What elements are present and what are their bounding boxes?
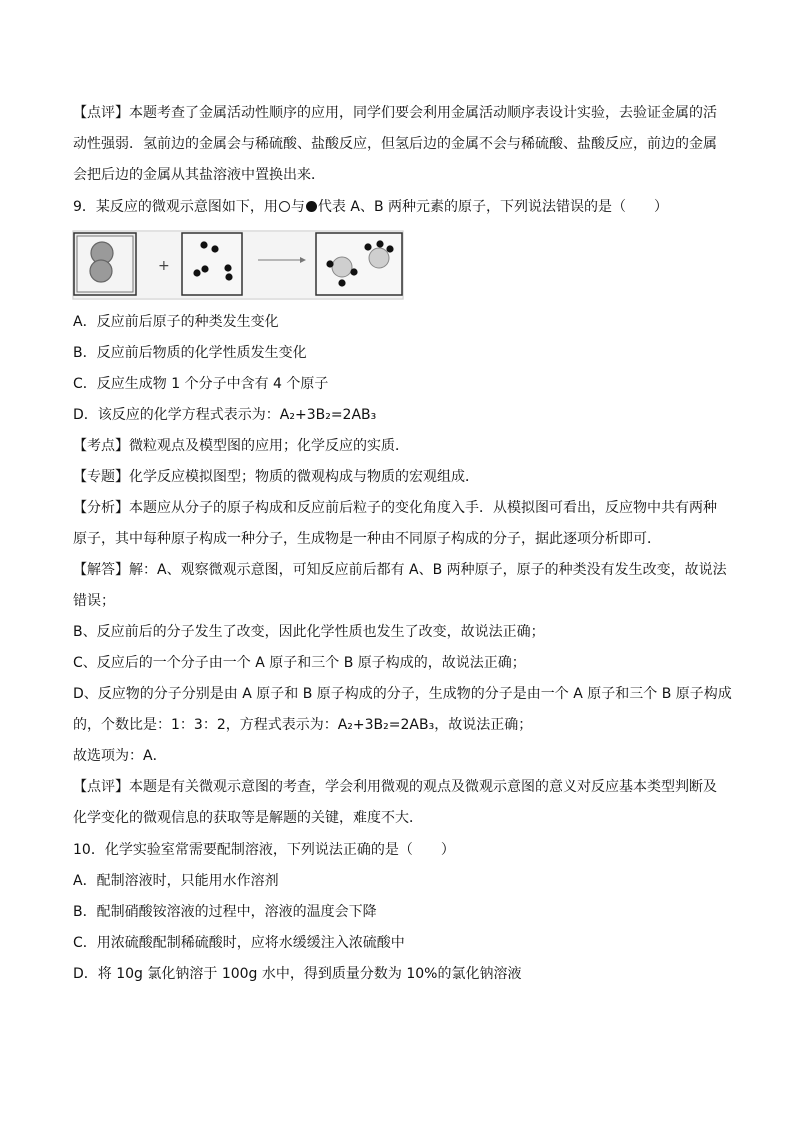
solid-atom-icon (306, 201, 317, 212)
q9-option-b: B．反应前后物质的化学性质发生变化 (73, 345, 307, 361)
reactant-a2-box (74, 233, 136, 295)
b-atom-icon (225, 273, 232, 280)
b-atom-icon (338, 279, 345, 286)
review-line-2: 动性强弱．氢前边的金属会与稀硫酸、盐酸反应，但氢后边的金属不会与稀硫酸、盐酸反应，前边的金属 (73, 136, 717, 152)
q9-fenxi-line-1: 【分析】本题应从分子的原子构成和反应前后粒子的变化角度入手．从模拟图可看出，反应物中共有两种 (73, 500, 717, 516)
q9-option-a: A．反应前后原子的种类发生变化 (73, 314, 279, 330)
b-atom-icon (326, 260, 333, 267)
hollow-atom-icon (279, 201, 290, 212)
q10-stem: 10．化学实验室常需要配制溶液，下列说法正确的是（ ） (73, 842, 455, 858)
q9-stem-part-a: 9．某反应的微观示意图如下，用 (73, 199, 278, 215)
q9-jieda-line-2: 错误； (73, 593, 115, 609)
q10-option-d: D．将 10g 氯化钠溶于 100g 水中，得到质量分数为 10%的氯化钠溶液 (73, 966, 522, 982)
a-atom-icon (332, 257, 352, 277)
q10-option-b: B．配制硝酸铵溶液的过程中，溶液的温度会下降 (73, 904, 377, 920)
b-atom-icon (386, 245, 393, 252)
b-atom-icon (350, 268, 357, 275)
q9-stem (73, 198, 724, 216)
review-line-3: 会把后边的金属从其盐溶液中置换出来． (73, 167, 325, 183)
q9-jieda-line-3: B、反应前后的分子发生了改变，因此化学性质也发生了改变，故说法正确； (73, 624, 545, 640)
q9-jieda-line-6: 的，个数比是：1：3：2，方程式表示为：A₂+3B₂=2AB₃，故说法正确； (73, 717, 533, 733)
q9-stem-part-c: 代表 A、B 两种元素的原子，下列说法错误的是（ ） (317, 199, 669, 215)
b-atom-icon (364, 243, 371, 250)
q9-option-c: C．反应生成物 1 个分子中含有 4 个原子 (73, 376, 329, 392)
a-atom-icon (90, 260, 112, 282)
q9-jieda-line-5: D、反应物的分子分别是由 A 原子和 B 原子构成的分子，生成物的分子是由一个 A 原子和三个 B 原子构成 (73, 686, 732, 702)
q9-jieda-line-1: 【解答】解：A、观察微观示意图，可知反应前后都有 A、B 两种原子，原子的种类没有发生改变，故说法 (73, 562, 727, 578)
plus-sign: + (158, 258, 170, 274)
b-atom-icon (200, 241, 207, 248)
q10-option-a: A．配制溶液时，只能用水作溶剂 (73, 873, 279, 889)
q9-dianping-line-2: 化学变化的微观信息的获取等是解题的关键，难度不大． (73, 810, 423, 826)
b-atom-icon (193, 269, 200, 276)
q9-stem-part-b: 与 (290, 199, 305, 215)
reaction-diagram (72, 230, 404, 300)
q9-dianping-line-1: 【点评】本题是有关微观示意图的考查，学会利用微观的观点及微观示意图的意义对反应基本类型判断及 (73, 779, 717, 795)
q9-zhuanti: 【专题】化学反应模拟图型；物质的微观构成与物质的宏观组成． (73, 469, 479, 485)
product-ab3-box (316, 233, 402, 295)
b-atom-icon (376, 240, 383, 247)
q9-answer: 故选项为：A． (73, 748, 167, 764)
q9-kaodian: 【考点】微粒观点及模型图的应用；化学反应的实质． (73, 438, 409, 454)
b-atom-icon (201, 265, 208, 272)
b-atom-icon (224, 264, 231, 271)
q9-jieda-line-4: C、反应后的一个分子由一个 A 原子和三个 B 原子构成的，故说法正确； (73, 655, 526, 671)
q9-option-d: D．该反应的化学方程式表示为：A₂+3B₂=2AB₃ (73, 407, 377, 423)
q10-option-c: C．用浓硫酸配制稀硫酸时，应将水缓缓注入浓硫酸中 (73, 935, 405, 951)
b-atom-icon (211, 245, 218, 252)
review-line-1: 【点评】本题考查了金属活动性顺序的应用，同学们要会利用金属活动顺序表设计实验，去验证金属的活 (73, 105, 717, 121)
q9-fenxi-line-2: 原子，其中每种原子构成一种分子，生成物是一种由不同原子构成的分子，据此逐项分析即可． (73, 531, 661, 547)
a-atom-icon (369, 248, 389, 268)
reactant-b2-box (182, 233, 242, 295)
